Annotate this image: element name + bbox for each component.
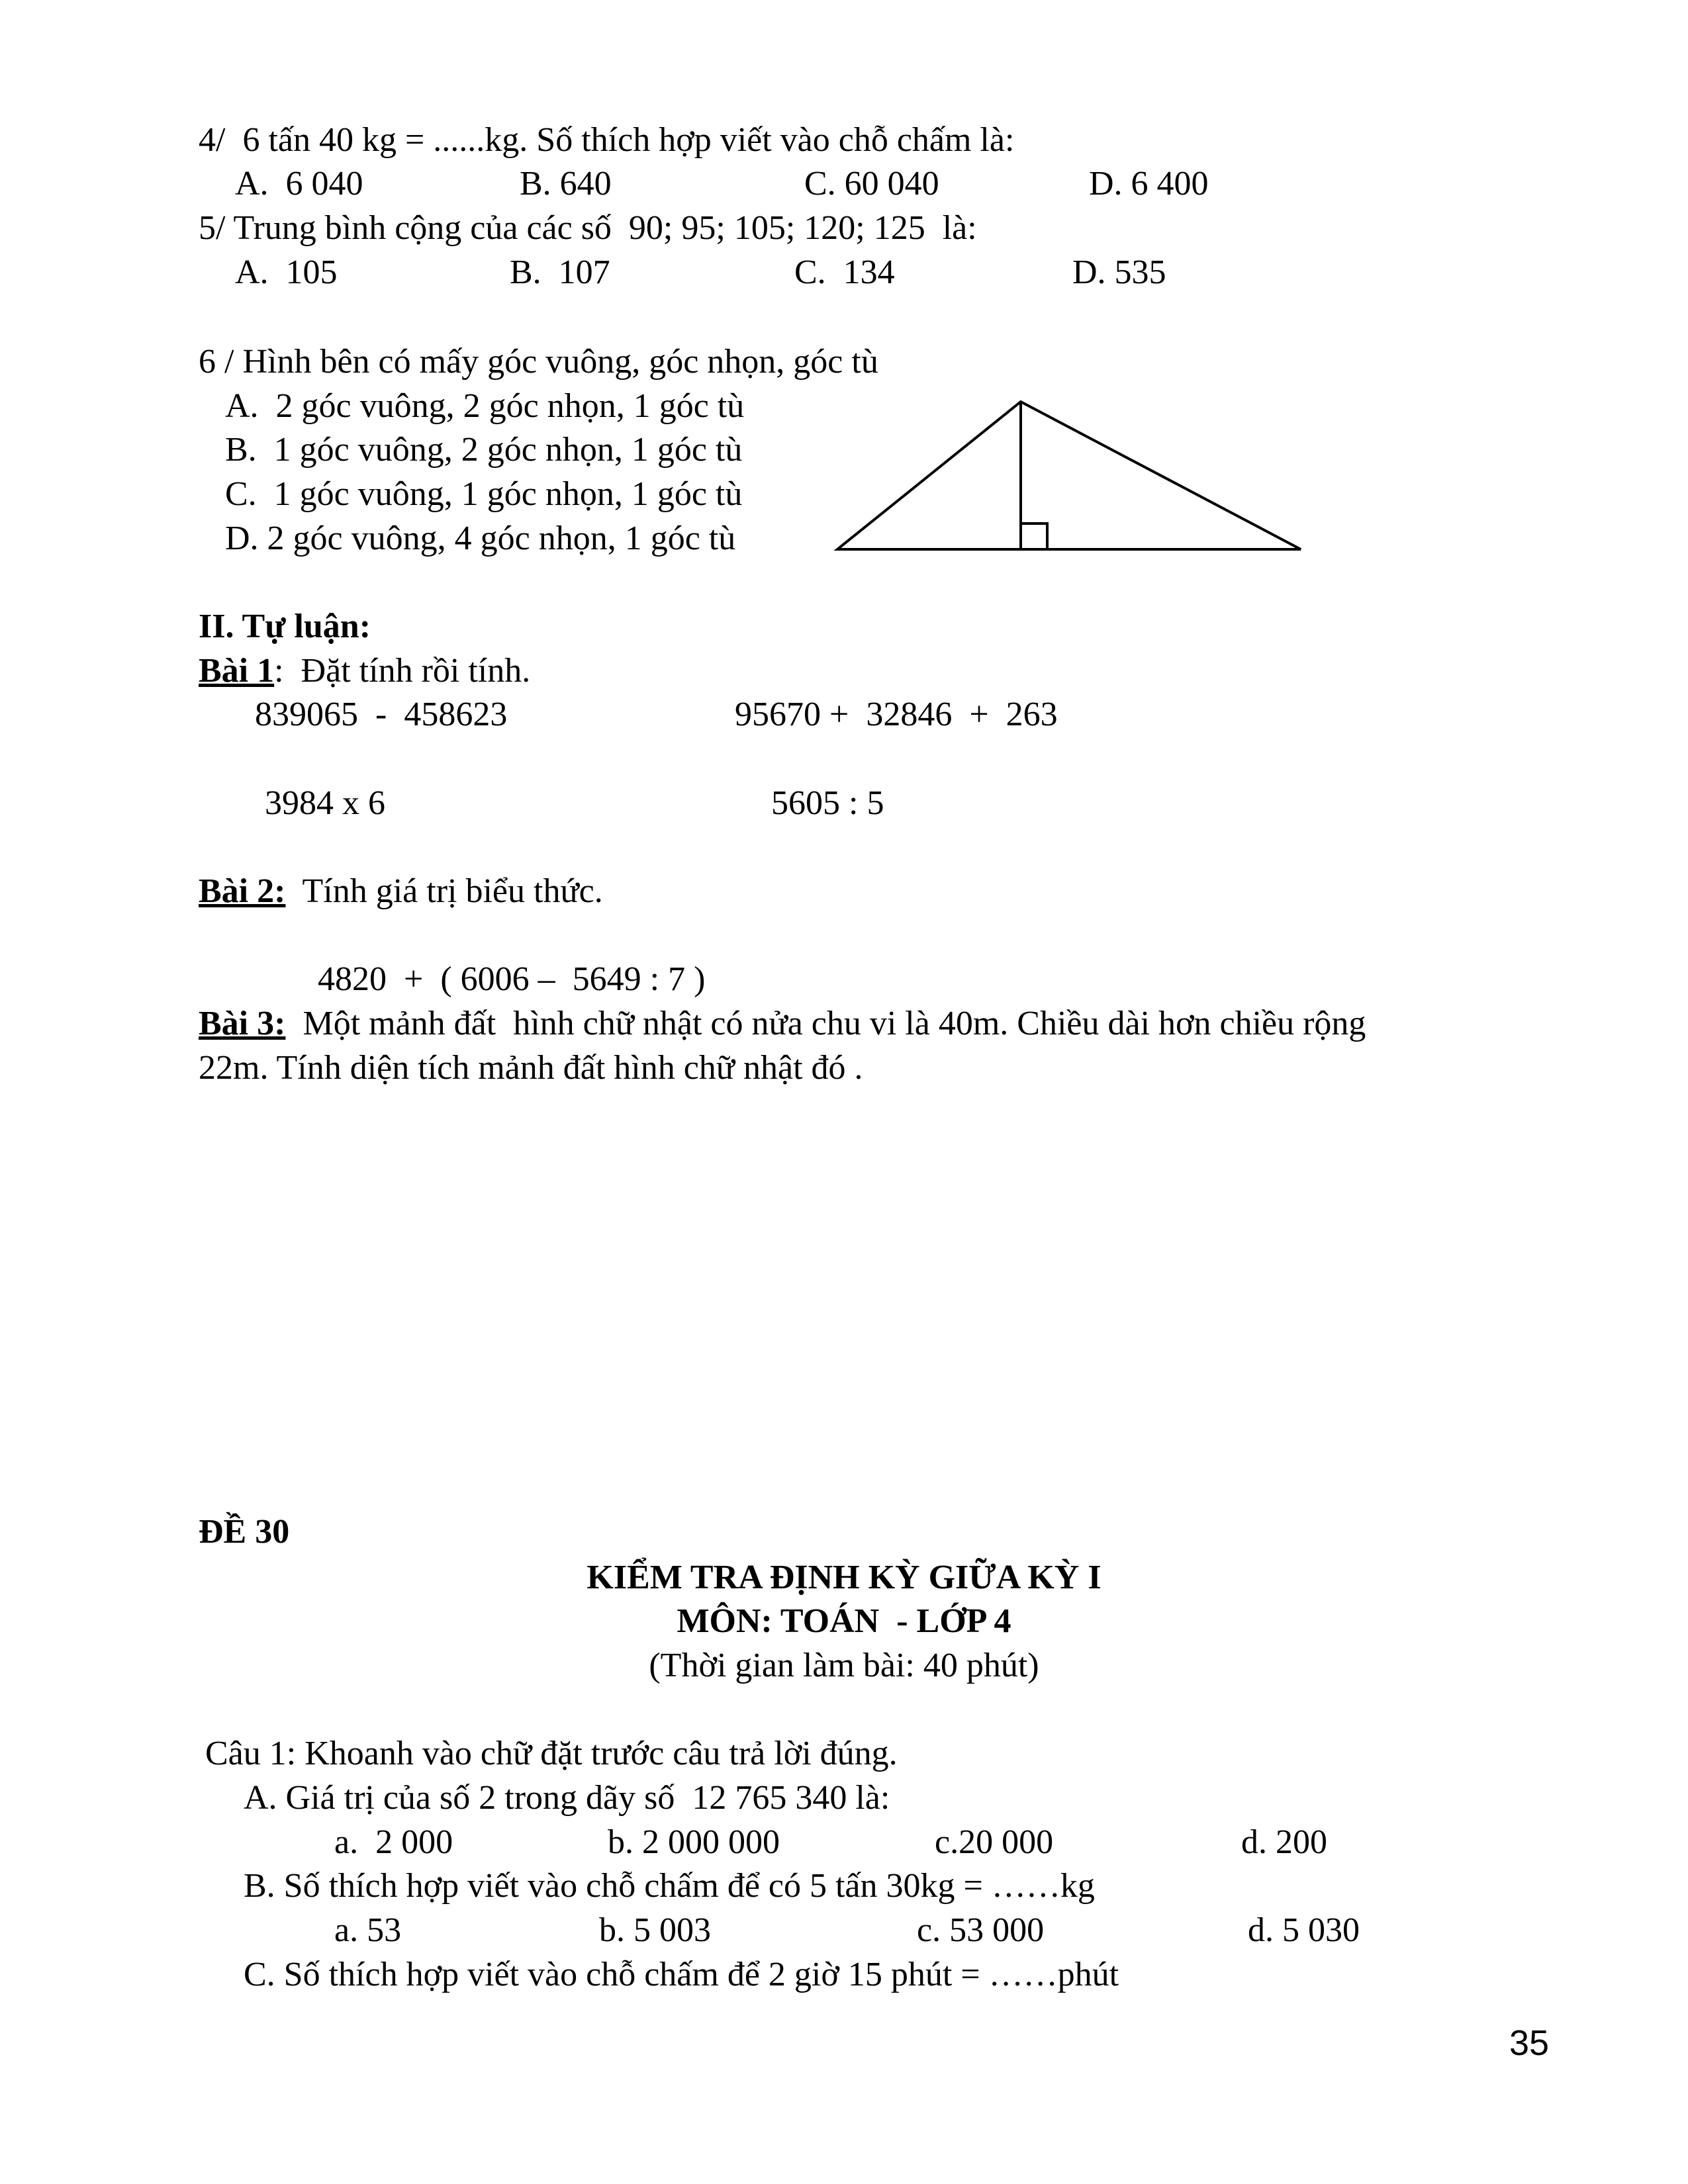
q4-option-a: A. 6 040 [235, 165, 363, 203]
cau1-a-option-b: b. 2 000 000 [608, 1823, 780, 1861]
bai1-expr-4: 5605 : 5 [771, 784, 884, 822]
bai3-text: Một mảnh đất hình chữ nhật có nửa chu vi là 40m. Chiều dài hơn chiều rộng [285, 1005, 1366, 1042]
q6-stem: 6 / Hình bên có mấy góc vuông, góc nhọn, góc tù [199, 343, 878, 381]
bai2-expression: 4820 + ( 6006 – 5649 : 7 ) [318, 960, 706, 998]
q5-option-c: C. 134 [794, 253, 895, 291]
bai3-label: Bài 3: [199, 1005, 286, 1042]
cau1-b-stem: B. Số thích hợp viết vào chỗ chấm để có 5 tấn 30kg = ……kg [244, 1867, 1095, 1905]
q5-option-b: B. 107 [510, 253, 610, 291]
cau1-instruction: Câu 1: Khoanh vào chữ đặt trước câu trả lời đúng. [205, 1735, 898, 1772]
part2-heading: II. Tự luận: [199, 608, 371, 645]
q4-option-d: D. 6 400 [1089, 165, 1209, 203]
cau1-a-option-d: d. 200 [1241, 1823, 1327, 1861]
de30-time: (Thời gian làm bài: 40 phút) [649, 1647, 1039, 1684]
q5-stem: 5/ Trung bình cộng của các số 90; 95; 105; 120; 125 là: [199, 209, 977, 247]
page-number: 35 [1509, 2023, 1550, 2063]
cau1-c-stem: C. Số thích hợp viết vào chỗ chấm để 2 giờ 15 phút = ……phút [244, 1956, 1119, 1993]
cau1-b-option-a: a. 53 [334, 1911, 402, 1949]
cau1-b-option-c: c. 53 000 [917, 1911, 1045, 1949]
bai1-expr-1: 839065 - 458623 [255, 696, 508, 733]
q5-option-d: D. 535 [1072, 253, 1166, 291]
bai1-text: : Đặt tính rồi tính. [274, 652, 531, 690]
cau1-b-option-d: d. 5 030 [1248, 1911, 1360, 1949]
cau1-a-stem: A. Giá trị của số 2 trong dãy số 12 765 340 là: [244, 1779, 890, 1817]
cau1-a-option-a: a. 2 000 [334, 1823, 453, 1861]
q4-option-c: C. 60 040 [804, 165, 939, 203]
q5-option-a: A. 105 [235, 253, 338, 291]
bai3-line-2: 22m. Tính diện tích mảnh đất hình chữ nhật đó . [199, 1049, 863, 1087]
triangle-outline [837, 402, 1301, 549]
bai2-label: Bài 2: [199, 872, 286, 910]
triangle-figure [827, 394, 1317, 559]
q6-option-d: D. 2 góc vuông, 4 góc nhọn, 1 góc tù [225, 520, 736, 557]
bai1-expr-2: 95670 + 32846 + 263 [735, 696, 1058, 733]
bai1-line [199, 650, 530, 692]
cau1-b-option-b: b. 5 003 [599, 1911, 711, 1949]
q6-option-c: C. 1 góc vuông, 1 góc nhọn, 1 góc tù [225, 475, 743, 513]
bai1-label: Bài 1 [199, 652, 275, 690]
q6-option-a: A. 2 góc vuông, 2 góc nhọn, 1 góc tù [225, 387, 745, 425]
bai3-line [199, 1003, 1366, 1045]
bai2-text: Tính giá trị biểu thức. [285, 872, 603, 910]
q4-option-b: B. 640 [520, 165, 612, 203]
bai2-line [199, 870, 603, 913]
right-angle-marker [1021, 523, 1047, 549]
cau1-a-option-c: c.20 000 [935, 1823, 1054, 1861]
q4-stem: 4/ 6 tấn 40 kg = ......kg. Số thích hợp viết vào chỗ chấm là: [199, 121, 1015, 159]
bai1-expr-3: 3984 x 6 [265, 784, 385, 822]
de30-label: ĐỀ 30 [199, 1513, 290, 1551]
de30-title-1: KIỂM TRA ĐỊNH KỲ GIỮA KỲ I [586, 1559, 1102, 1596]
de30-title-2: MÔN: TOÁN - LỚP 4 [677, 1602, 1011, 1640]
q6-option-b: B. 1 góc vuông, 2 góc nhọn, 1 góc tù [225, 431, 743, 469]
